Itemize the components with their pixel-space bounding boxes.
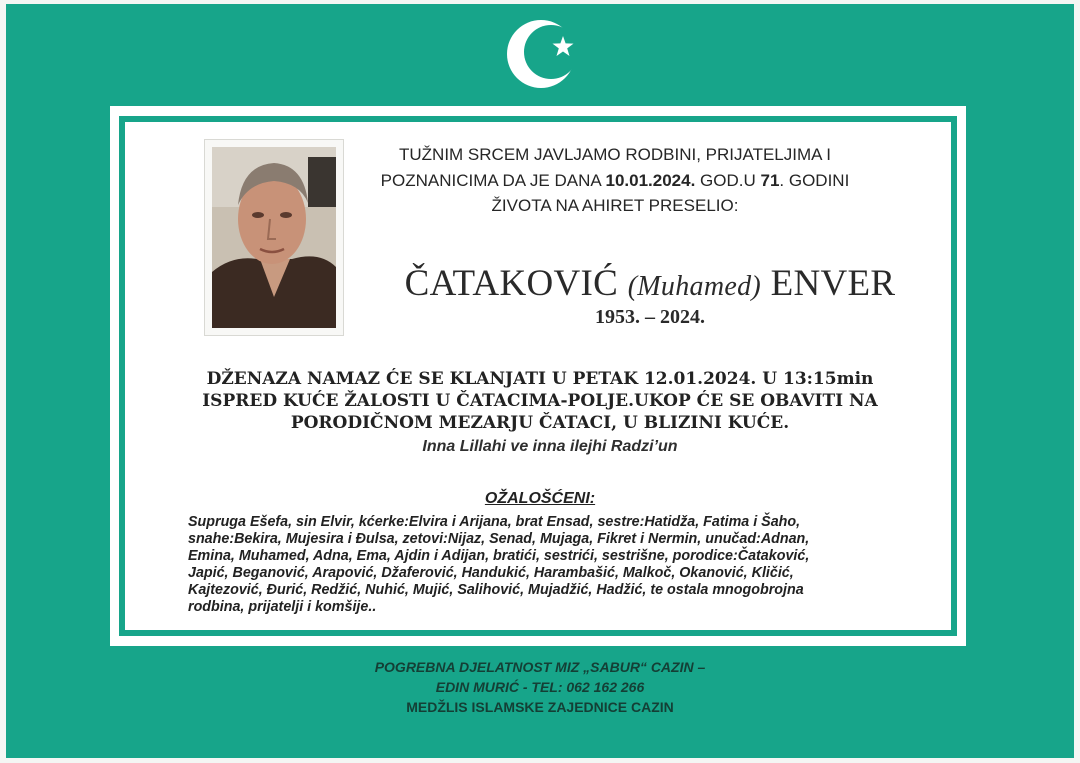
announcement-line-2: POZNANICIMA DA JE DANA 10.01.2024. GOD.U 71. GODINI: [380, 170, 850, 190]
portrait-photo: [205, 140, 343, 335]
date-of-death: 10.01.2024.: [605, 170, 696, 190]
announcement-line-3: ŽIVOTA NA AHIRET PRESELIO:: [491, 196, 739, 215]
age: 71: [760, 170, 780, 190]
life-years: 1953. – 2024.: [595, 306, 705, 328]
portrait-image: [212, 147, 336, 328]
footer-line-1: POGREBNA DJELATNOST MIZ „SABUR“ CAZIN –: [374, 659, 706, 675]
mourners-line: snahe:Bekira, Mujesira i Đulsa, zetovi:Nijaz, Senad, Mujaga, Fikret i Nermin, unučad:Adnan,: [188, 531, 810, 547]
crescent-star-icon: [505, 18, 580, 93]
mourners-list: [188, 514, 908, 616]
prayer-text: Inna Lillahi ve inna ilejhi Radzi’un: [422, 438, 678, 455]
deceased-first-name: ENVER: [770, 263, 896, 304]
deceased-father-name: (Muhamed): [627, 271, 762, 302]
footer-funeral-service: [290, 657, 790, 717]
funeral-line-3: PORODIČNOM MEZARJU ČATACI, U BLIZINI KUĆE.: [290, 413, 790, 433]
footer-line-3: MEDŽLIS ISLAMSKE ZAJEDNICE CAZIN: [406, 699, 674, 715]
funeral-details: [170, 368, 910, 434]
funeral-line-2: ISPRED KUĆE ŽALOSTI U ČATACIMA-POLJE.UKOP ĆE SE OBAVITI NA: [202, 391, 878, 411]
mourners-line: Kajtezović, Đurić, Redžić, Nuhić, Mujić, Salihović, Mujadžić, Hadžić, te ostala mnogobrojna: [188, 582, 804, 598]
funeral-line-1: DŽENAZA NAMAZ ĆE SE KLANJATI U PETAK 12.01.2024. U 13:15min: [206, 369, 874, 389]
announcement-line-1: TUŽNIM SRCEM JAVLJAMO RODBINI, PRIJATELJIMA I: [399, 145, 831, 164]
mourners-line: Emina, Muhamed, Adna, Ema, Ajdin i Adijan, bratići, sestrići, sestrišne, porodice:Čataković,: [188, 548, 810, 564]
deceased-name: [340, 262, 960, 305]
mourners-line: Japić, Beganović, Arapović, Džaferović, Handukić, Harambašić, Malkoč, Okanović, Kličić,: [188, 565, 794, 581]
footer-line-2: EDIN MURIĆ - TEL: 062 162 266: [435, 679, 645, 695]
mourners-line: Supruga Ešefa, sin Elvir, kćerke:Elvira i Arijana, brat Ensad, sestre:Hatidža, Fatima i Šaho,: [188, 514, 801, 530]
deceased-surname: ČATAKOVIĆ: [404, 263, 619, 304]
announcement-text: [355, 142, 875, 219]
mourners-title: OŽALOŠĆENI:: [484, 490, 596, 507]
mourners-line: rodbina, prijatelji i komšije..: [188, 599, 377, 615]
